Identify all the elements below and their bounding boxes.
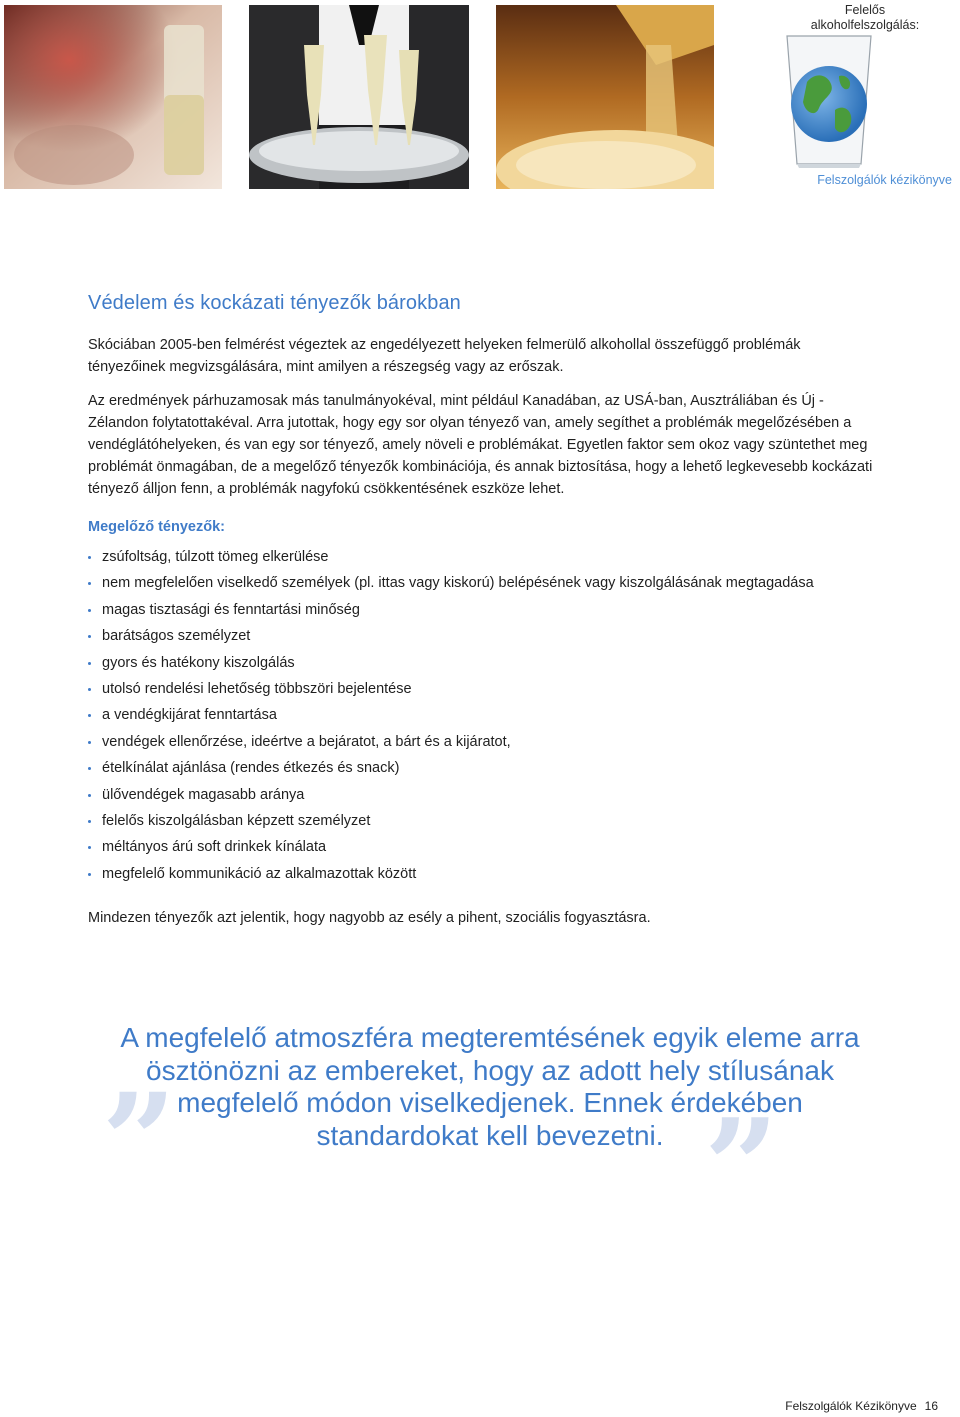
- logo-caption-line2: alkoholfelszolgálás:: [810, 18, 920, 32]
- list-item: barátságos személyzet: [88, 625, 880, 647]
- article-body: [88, 334, 880, 941]
- list-item: utolsó rendelési lehetőség többszöri bejelentése: [88, 678, 880, 700]
- page-title: Védelem és kockázati tényezők bárokban: [88, 292, 461, 314]
- list-item: méltányos árú soft drinkek kínálata: [88, 836, 880, 858]
- list-item: felelős kiszolgálásban képzett személyzet: [88, 810, 880, 832]
- list-item: ételkínálat ajánlása (rendes étkezés és snack): [88, 757, 880, 779]
- list-item: megfelelő kommunikáció az alkalmazottak között: [88, 863, 880, 885]
- bar-photo-glass: [4, 5, 222, 189]
- intro-paragraph: Skóciában 2005-ben felmérést végeztek az engedélyezett helyeken felmerülő alkohollal összefüggő problémák tényezőinek megvizsgálására, mint amilyen a részegség vagy az erőszak.: [88, 337, 801, 375]
- prevention-factors-list: [88, 546, 880, 885]
- list-item: magas tisztasági és fenntartási minőség: [88, 599, 880, 621]
- beer-pour-photo: [496, 5, 714, 189]
- page-number: 16: [924, 1399, 938, 1413]
- logo-label: Felszolgálók kézikönyve: [817, 173, 952, 187]
- logo-caption-line1: Felelős: [844, 3, 886, 17]
- list-item: gyors és hatékony kiszolgálás: [88, 652, 880, 674]
- list-item: a vendégkijárat fenntartása: [88, 704, 880, 726]
- list-item: zsúfoltság, túlzott tömeg elkerülése: [88, 546, 880, 568]
- list-item: nem megfelelően viselkedő személyek (pl. ittas vagy kiskorú) belépésének vagy kiszolgálásának megtagadása: [88, 572, 880, 594]
- results-paragraph: Az eredmények párhuzamosak más tanulmányokéval, mint például Kanadában, az USÁ-ban, Ausztráliában és Új -Zélandon folytatottakéval. Arra jutottak, hogy egy sor olyan tényező van, amely segíthet a problémák megelőzésében a vendéglátóhelyeken, és van egy sor tényező, amely növeli e problémákat. Egyetlen faktor sem okoz vagy szüntethet meg problémát önmagában, de a megelőző tényezők kombinációja, és annak biztosítása, hogy a lehető legkevesebb kockázati tényező álljon fenn, a problémák nagyfokú csökkentésének eszköze lehet.: [88, 393, 873, 497]
- waiter-champagne-photo: [249, 5, 469, 189]
- footer-label: Felszolgálók Kézikönyve: [785, 1399, 917, 1413]
- logo-caption: [780, 3, 950, 33]
- close-quote-icon: ”: [704, 1090, 779, 1243]
- globe-glass-logo-icon: [783, 32, 875, 172]
- pull-quote: A megfelelő atmoszféra megteremtésének egyik eleme arra ösztönözni az embereket, hogy az adott hely stílusának megfelelő módon viselkedjenek. Ennek érdekében standardokat kell bevezetni.: [120, 1022, 860, 1151]
- page-footer: [785, 1399, 938, 1413]
- closing-paragraph: Mindezen tényezők azt jelentik, hogy nagyobb az esély a pihent, szociális fogyasztásra.: [88, 909, 651, 926]
- list-item: vendégek ellenőrzése, ideértve a bejáratot, a bárt és a kijáratot,: [88, 731, 880, 753]
- list-item: ülővendégek magasabb aránya: [88, 784, 880, 806]
- section-subheading: Megelőző tényezők:: [88, 519, 225, 535]
- open-quote-icon: „: [104, 990, 179, 1143]
